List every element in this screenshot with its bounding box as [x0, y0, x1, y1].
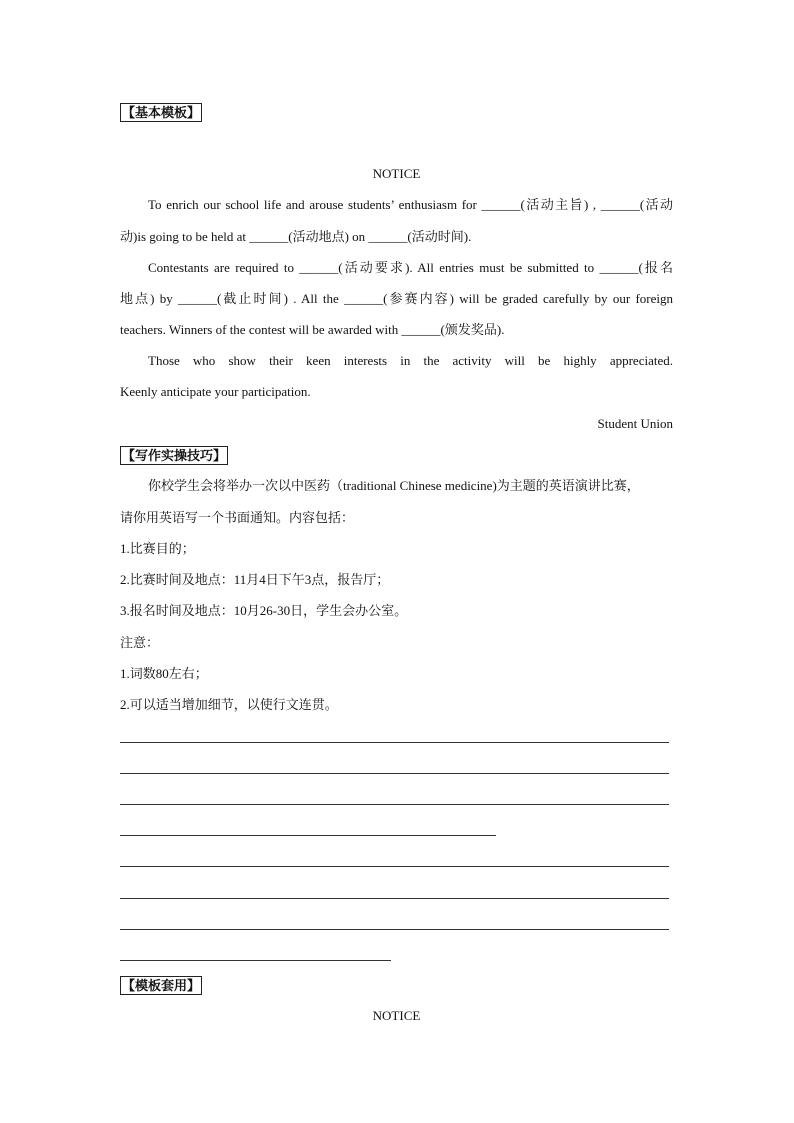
task-item-1: 1.比赛目的； [120, 541, 195, 556]
answer-line [120, 742, 669, 743]
task-note-label: 注意： [120, 635, 160, 650]
answer-line [120, 929, 669, 930]
bottom-notice-title: NOTICE [372, 1008, 421, 1023]
notice-paragraph-3-line-1: Those who show their keen interests in the activity will be highly appreciated. [148, 353, 673, 368]
task-intro-line-2: 请你用英语写一个书面通知。内容包括： [120, 510, 355, 525]
answer-line [120, 898, 669, 899]
task-note-2: 2.可以适当增加细节，以使行文连贯。 [120, 697, 338, 712]
task-item-2: 2.比赛时间及地点：11月4日下午3点，报告厅； [120, 572, 390, 587]
section-label-template-use: 【模板套用】 [122, 978, 201, 993]
answer-line [120, 835, 496, 836]
notice-paragraph-3-line-2: Keenly anticipate your participation. [120, 384, 311, 399]
section-label-basic-template: 【基本模板】 [122, 105, 201, 120]
answer-line [120, 773, 669, 774]
notice-paragraph-2-line-1: Contestants are required to ______(活动要求). All entries must be submitted to ______(报名 [148, 260, 673, 275]
task-note-1: 1.词数80左右； [120, 666, 208, 681]
task-item-3: 3.报名时间及地点：10月26-30日，学生会办公室。 [120, 603, 408, 618]
notice-signature: Student Union [597, 416, 673, 431]
section-label-writing-tips: 【写作实操技巧】 [122, 448, 227, 463]
notice-paragraph-2-line-2: 地点) by ______(截止时间) . All the ______(参赛内容) will be graded carefully by our foreign [120, 291, 673, 306]
task-intro-line-1: 你校学生会将举办一次以中医药（traditional Chinese medicine)为主题的英语演讲比赛， [148, 478, 640, 493]
notice-paragraph-2-line-3: teachers. Winners of the contest will be awarded with ______(颁发奖品). [120, 322, 505, 337]
notice-paragraph-1-line-2: 动)is going to be held at ______(活动地点) on ______(活动时间). [120, 229, 472, 244]
notice-title: NOTICE [372, 166, 421, 181]
answer-line [120, 866, 669, 867]
answer-line [120, 804, 669, 805]
answer-line [120, 960, 391, 961]
notice-paragraph-1-line-1: To enrich our school life and arouse students’ enthusiasm for ______(活动主旨) , ______(活动 [148, 197, 673, 212]
